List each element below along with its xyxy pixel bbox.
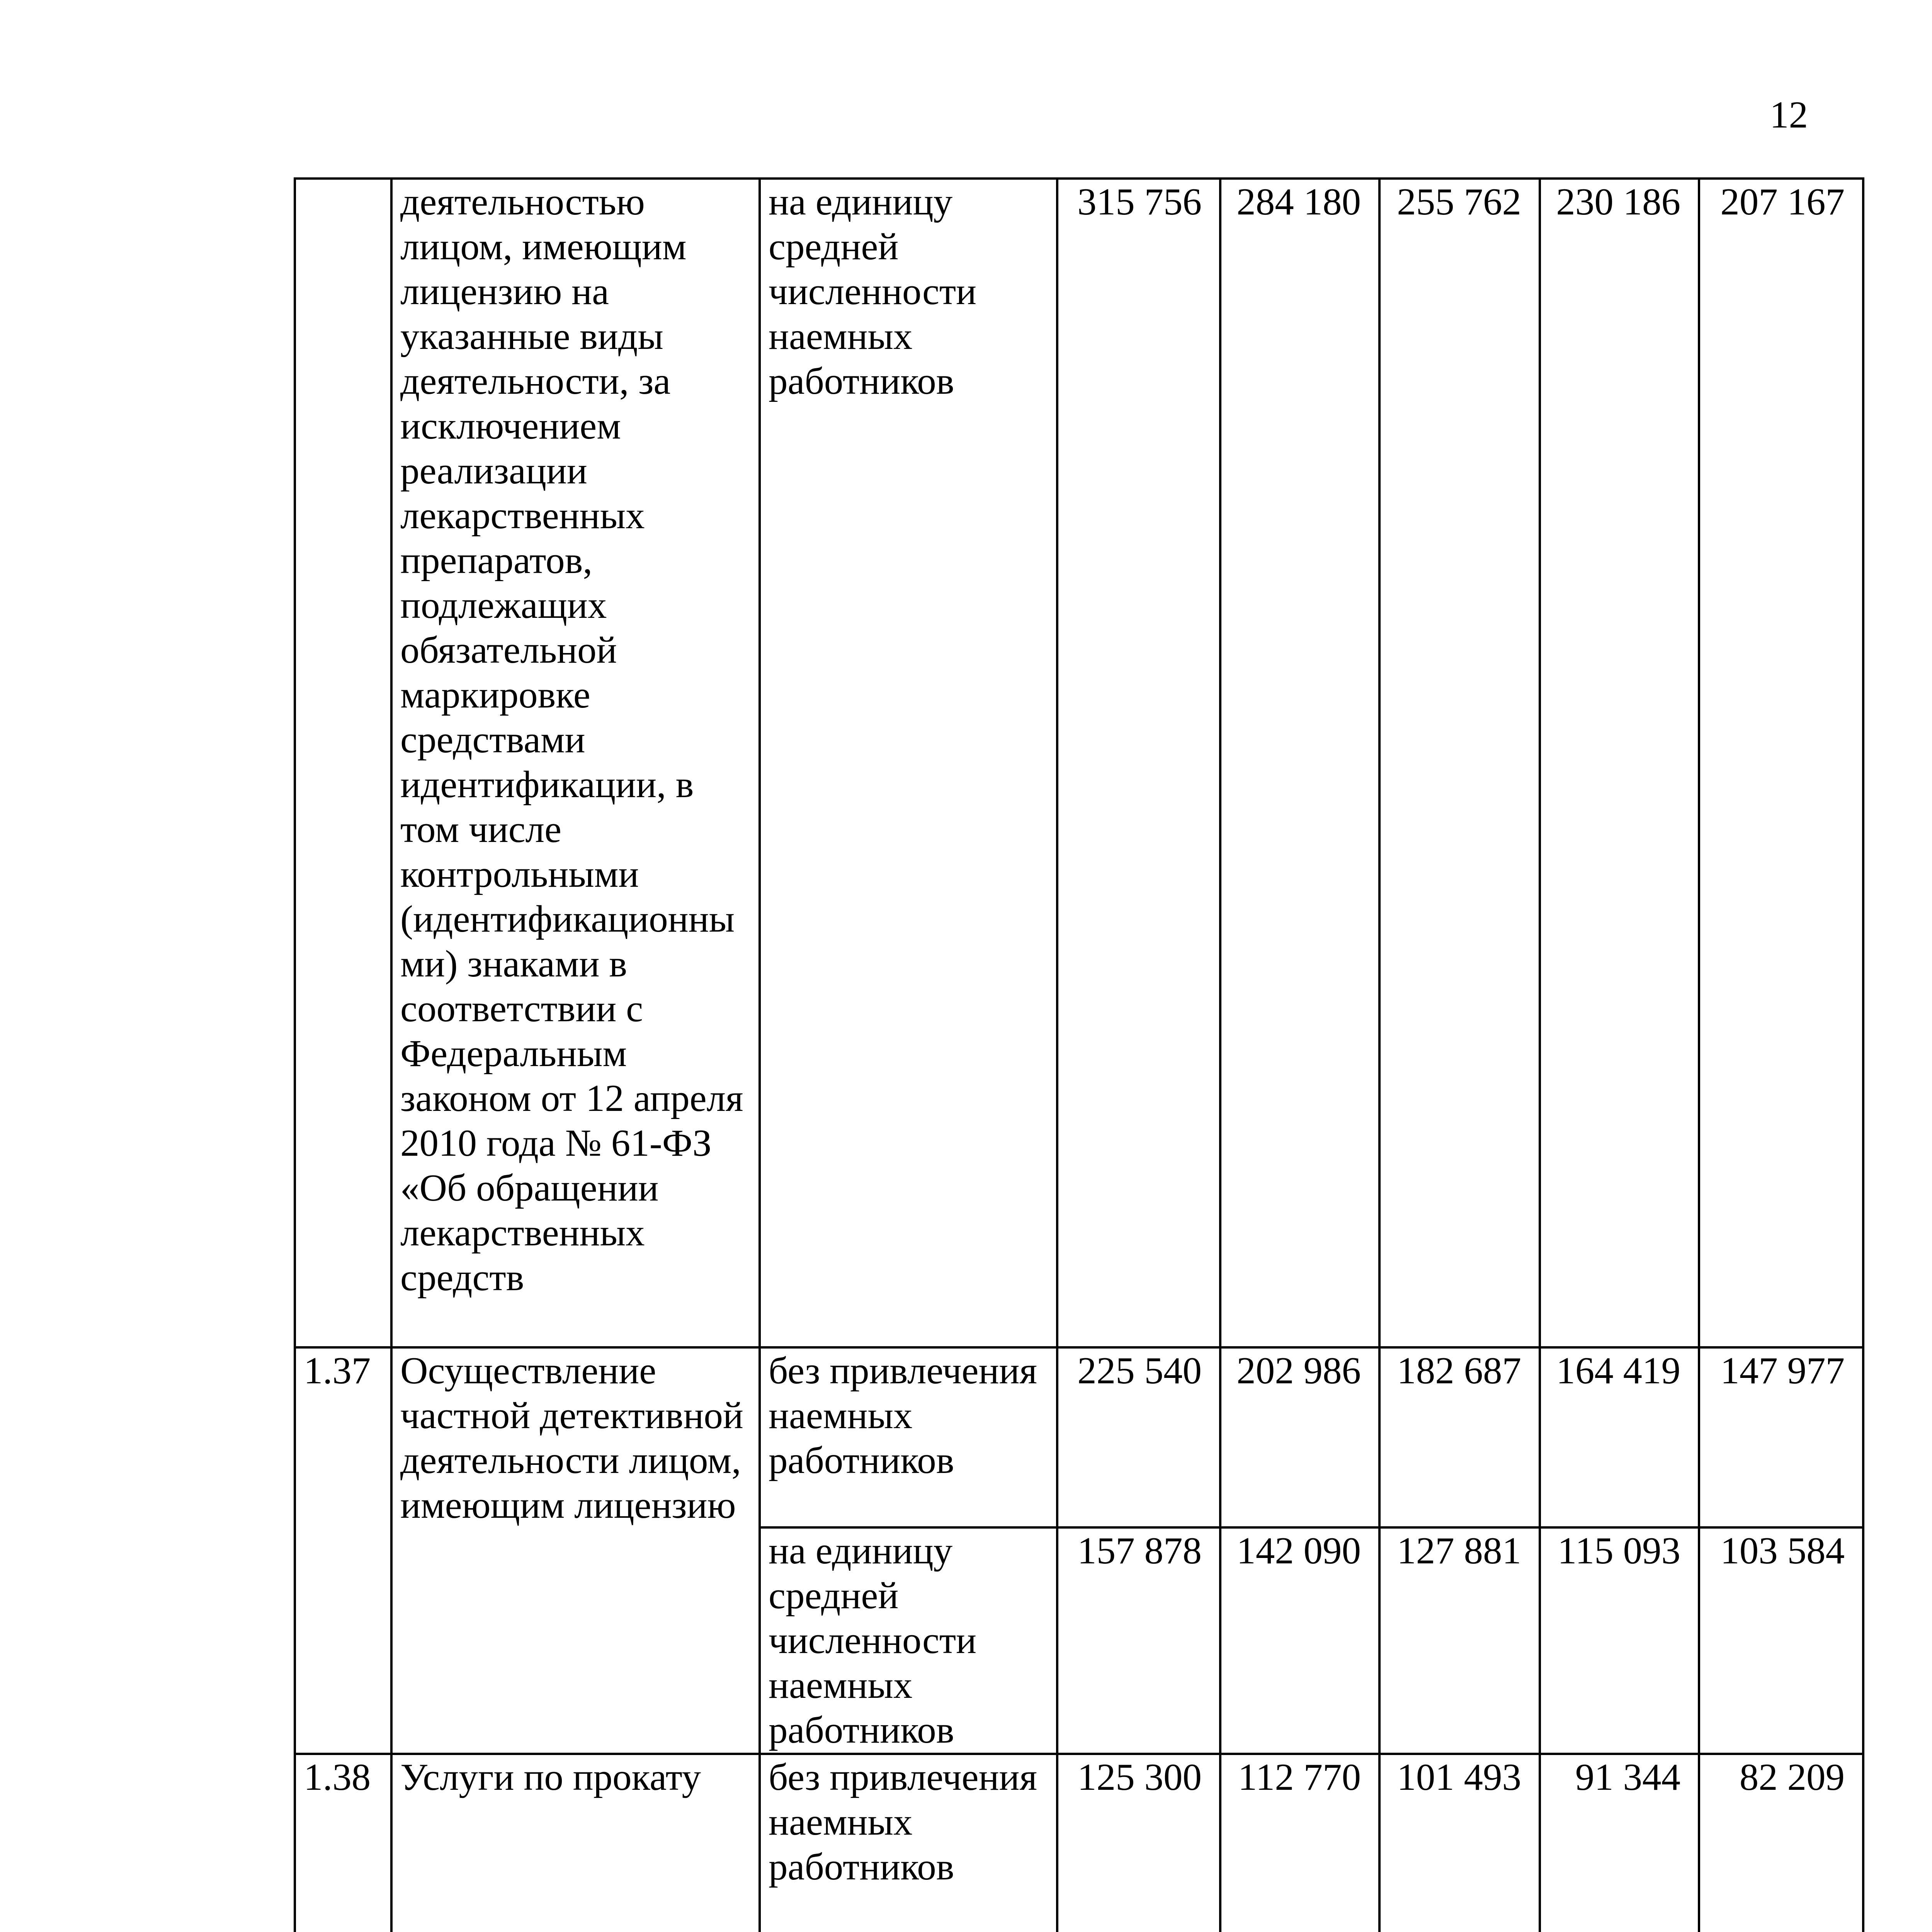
basis-cell: без привлечения наемных работников (760, 1347, 1057, 1527)
value-cell: 127 881 (1379, 1527, 1540, 1754)
value-cell: 225 540 (1057, 1347, 1220, 1527)
table-row (295, 179, 1863, 1347)
activity-cell: деятельностью лицом, имеющим лицензию на указанные виды деятельности, за исключением реализации лекарственных препаратов, подлежащих обязательной маркировке средствами идентификации, в том числе контрольными (идентификационны ми) знаками в соответствии с Федеральным законом от 12 апреля 2010 года № 61-ФЗ «Об обращении лекарственных средств (391, 179, 760, 1347)
value-cell: 147 977 (1699, 1347, 1863, 1527)
value-cell: 164 419 (1540, 1347, 1699, 1527)
table-row (295, 1347, 1863, 1527)
value-cell: 230 186 (1540, 179, 1699, 1347)
page-number: 12 (1770, 94, 1808, 136)
value-cell: 255 762 (1379, 179, 1540, 1347)
value-cell: 91 344 (1540, 1754, 1699, 1932)
value-cell: 103 584 (1699, 1527, 1863, 1754)
row-index: 1.37 (295, 1347, 391, 1754)
basis-cell: на единицу средней численности наемных работников (760, 179, 1057, 1347)
value-cell: 142 090 (1220, 1527, 1379, 1754)
value-cell: 115 093 (1540, 1527, 1699, 1754)
value-cell: 157 878 (1057, 1527, 1220, 1754)
value-cell: 82 209 (1699, 1754, 1863, 1932)
value-cell: 284 180 (1220, 179, 1379, 1347)
basis-cell: без привлечения наемных работников (760, 1754, 1057, 1932)
table-row (295, 1754, 1863, 1932)
value-cell: 182 687 (1379, 1347, 1540, 1527)
value-cell: 125 300 (1057, 1754, 1220, 1932)
row-index: 1.38 (295, 1754, 391, 1932)
value-cell: 202 986 (1220, 1347, 1379, 1527)
row-index (295, 179, 391, 1347)
value-cell: 207 167 (1699, 179, 1863, 1347)
basis-cell: на единицу средней численности наемных работников (760, 1527, 1057, 1754)
tariff-table (294, 177, 1864, 1932)
value-cell: 101 493 (1379, 1754, 1540, 1932)
activity-cell: Услуги по прокату (391, 1754, 760, 1932)
activity-cell: Осуществление частной детективной деятельности лицом, имеющим лицензию (391, 1347, 760, 1754)
value-cell: 112 770 (1220, 1754, 1379, 1932)
value-cell: 315 756 (1057, 179, 1220, 1347)
